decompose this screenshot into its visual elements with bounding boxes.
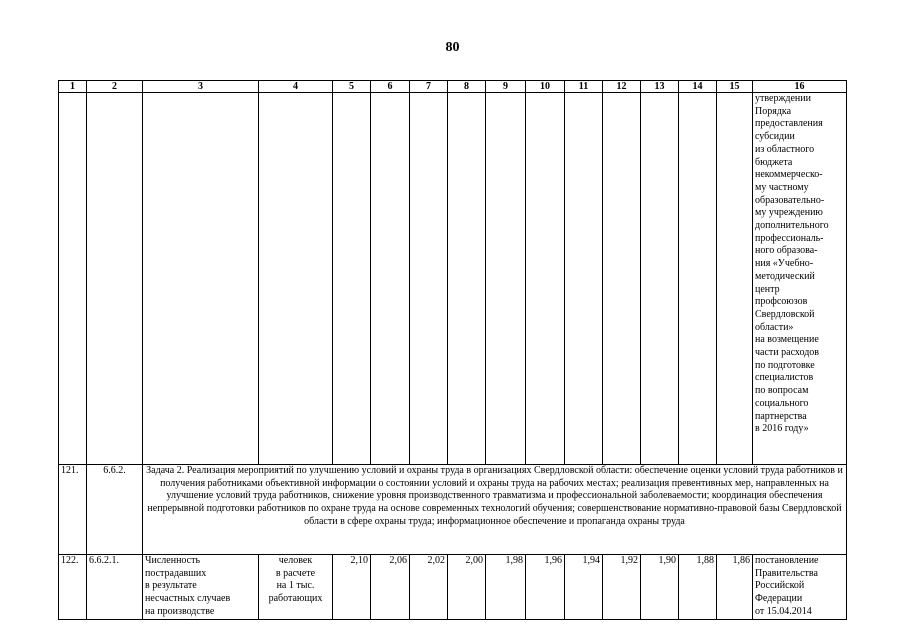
empty-cell [603,93,641,465]
indicator-table [58,80,847,620]
row-code: 6.6.2. [87,465,143,555]
indicator-value: 2,10 [333,555,371,620]
empty-cell [371,93,410,465]
indicator-name: Численность пострадавших в результате несчастных случаев на производстве [143,555,259,620]
indicator-value: 1,92 [603,555,641,620]
row-code: 6.6.2.1. [87,555,143,620]
header-cell: 5 [333,81,371,93]
empty-cell [59,93,87,465]
empty-cell [410,93,448,465]
task-description: Задача 2. Реализация мероприятий по улучшению условий и охраны труда в организациях Свердловской области: обеспечение оценки условий труда работников и получения работниками объективной информации о состоянии условий и охраны труда на рабочих местах; реализация превентивных мер, направленных на улучшение условий труда работников, снижение уровня производственного травматизма и профессиональной заболеваемости; координация обеспечения непрерывной подготовки работников по охране труда на основе современных технологий обучения; совершенствование нормативно-правовой базы Свердловской области в сфере охраны труда; информационное обеспечение и пропаганда охраны труда [143,465,847,555]
header-cell: 3 [143,81,259,93]
indicator-source: постановление Правительства Российской Федерации от 15.04.2014 [753,555,847,620]
continuation-row [59,93,847,465]
header-row [59,81,847,93]
indicator-unit: человек в расчете на 1 тыс. работающих [259,555,333,620]
empty-cell [641,93,679,465]
indicator-value: 2,00 [448,555,486,620]
indicator-value: 1,96 [526,555,565,620]
empty-cell [87,93,143,465]
header-cell: 13 [641,81,679,93]
indicator-value: 2,06 [371,555,410,620]
empty-cell [526,93,565,465]
empty-cell [565,93,603,465]
header-cell: 8 [448,81,486,93]
empty-cell [486,93,526,465]
header-cell: 11 [565,81,603,93]
header-cell: 16 [753,81,847,93]
page-number: 80 [445,40,460,55]
header-cell: 7 [410,81,448,93]
empty-cell [717,93,753,465]
row-number: 122. [59,555,87,620]
indicator-value: 1,90 [641,555,679,620]
row-number: 121. [59,465,87,555]
indicator-value: 1,88 [679,555,717,620]
indicator-value: 2,02 [410,555,448,620]
header-cell: 15 [717,81,753,93]
empty-cell [259,93,333,465]
empty-cell [143,93,259,465]
header-cell: 10 [526,81,565,93]
header-cell: 1 [59,81,87,93]
indicator-value: 1,98 [486,555,526,620]
header-cell: 6 [371,81,410,93]
empty-cell [679,93,717,465]
empty-cell [448,93,486,465]
header-cell: 4 [259,81,333,93]
indicator-value: 1,94 [565,555,603,620]
header-cell: 9 [486,81,526,93]
task-row [59,465,847,555]
indicator-value: 1,86 [717,555,753,620]
header-cell: 2 [87,81,143,93]
header-cell: 12 [603,81,641,93]
header-cell: 14 [679,81,717,93]
indicator-row [59,555,847,620]
continuation-text: утверждении Порядка предоставления субсидии из областного бюджета некоммерческо- му частному образовательно- му учреждению дополнительного профессиональ- ного образова- ния «Учебно- методический центр профсоюзов Свердловской области» на возмещение части расходов по подготовке специалистов по вопросам социального партнерства в 2016 году» [753,93,847,465]
empty-cell [333,93,371,465]
